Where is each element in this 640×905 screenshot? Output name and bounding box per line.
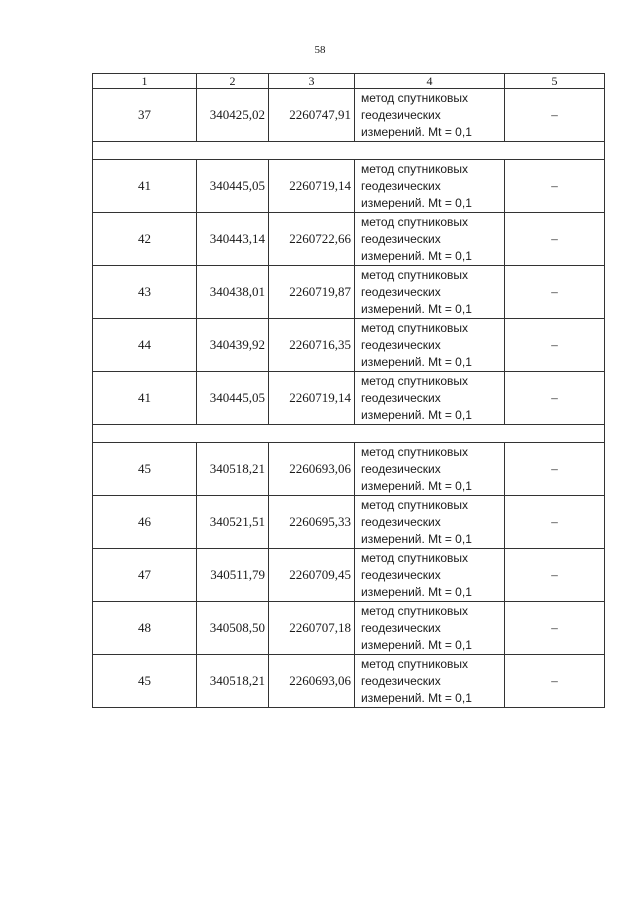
separator-row: [93, 425, 605, 443]
x-coordinate-cell: 340439,92: [197, 319, 269, 372]
header-col-4: 4: [355, 74, 505, 89]
method-text-line: метод спутниковых: [361, 161, 469, 176]
col5-cell: –: [505, 549, 605, 602]
method-cell: [355, 266, 505, 319]
col5-cell: –: [505, 372, 605, 425]
x-coordinate-cell: 340445,05: [197, 160, 269, 213]
x-coordinate-cell: 340518,21: [197, 443, 269, 496]
table-row: [93, 496, 605, 549]
col5-cell: –: [505, 443, 605, 496]
method-text-line: геодезических: [361, 620, 441, 635]
header-col-3: 3: [269, 74, 355, 89]
point-number-cell: 47: [93, 549, 197, 602]
col5-cell: –: [505, 655, 605, 708]
page-number: 58: [314, 44, 326, 56]
method-cell: [355, 213, 505, 266]
y-coordinate-cell: 2260695,33: [269, 496, 355, 549]
table-row: [93, 160, 605, 213]
method-text-line: измерений. Mt = 0,1: [361, 248, 472, 263]
method-text-line: метод спутниковых: [361, 603, 469, 618]
method-text-line: геодезических: [361, 390, 441, 405]
method-text-line: геодезических: [361, 337, 441, 352]
method-text-line: геодезических: [361, 514, 441, 529]
col5-cell: –: [505, 602, 605, 655]
method-text-line: метод спутниковых: [361, 90, 469, 105]
method-text-line: геодезических: [361, 178, 441, 193]
method-cell: [355, 496, 505, 549]
method-cell: [355, 319, 505, 372]
y-coordinate-cell: 2260719,14: [269, 160, 355, 213]
point-number-cell: 41: [93, 372, 197, 425]
y-coordinate-cell: 2260722,66: [269, 213, 355, 266]
x-coordinate-cell: 340425,02: [197, 89, 269, 142]
method-text-line: метод спутниковых: [361, 444, 469, 459]
table-row: [93, 655, 605, 708]
col5-cell: –: [505, 496, 605, 549]
method-text-line: измерений. Mt = 0,1: [361, 531, 472, 546]
point-number-cell: 44: [93, 319, 197, 372]
method-cell: [355, 160, 505, 213]
method-cell: [355, 602, 505, 655]
method-text-line: метод спутниковых: [361, 497, 469, 512]
method-text-line: измерений. Mt = 0,1: [361, 407, 472, 422]
y-coordinate-cell: 2260707,18: [269, 602, 355, 655]
method-text-line: метод спутниковых: [361, 214, 469, 229]
method-text-line: измерений. Mt = 0,1: [361, 124, 472, 139]
point-number-cell: 46: [93, 496, 197, 549]
x-coordinate-cell: 340521,51: [197, 496, 269, 549]
y-coordinate-cell: 2260709,45: [269, 549, 355, 602]
point-number-cell: 42: [93, 213, 197, 266]
col5-cell: –: [505, 213, 605, 266]
method-text-line: метод спутниковых: [361, 267, 469, 282]
method-cell: [355, 89, 505, 142]
method-cell: [355, 443, 505, 496]
header-col-2: 2: [197, 74, 269, 89]
method-text-line: метод спутниковых: [361, 373, 469, 388]
point-number-cell: 41: [93, 160, 197, 213]
x-coordinate-cell: 340508,50: [197, 602, 269, 655]
col5-cell: –: [505, 266, 605, 319]
x-coordinate-cell: 340438,01: [197, 266, 269, 319]
method-text-line: геодезических: [361, 284, 441, 299]
method-text-line: метод спутниковых: [361, 656, 469, 671]
col5-cell: –: [505, 89, 605, 142]
method-text-line: геодезических: [361, 567, 441, 582]
method-text-line: измерений. Mt = 0,1: [361, 637, 472, 652]
y-coordinate-cell: 2260693,06: [269, 443, 355, 496]
method-cell: [355, 372, 505, 425]
method-text-line: метод спутниковых: [361, 550, 469, 565]
point-number-cell: 48: [93, 602, 197, 655]
method-text-line: геодезических: [361, 107, 441, 122]
y-coordinate-cell: 2260719,14: [269, 372, 355, 425]
point-number-cell: 37: [93, 89, 197, 142]
separator-cell: [93, 142, 605, 160]
method-text-line: измерений. Mt = 0,1: [361, 584, 472, 599]
method-text-line: измерений. Mt = 0,1: [361, 301, 472, 316]
method-text-line: геодезических: [361, 673, 441, 688]
header-col-1: 1: [93, 74, 197, 89]
table-row: [93, 602, 605, 655]
table-row: [93, 549, 605, 602]
x-coordinate-cell: 340511,79: [197, 549, 269, 602]
y-coordinate-cell: 2260716,35: [269, 319, 355, 372]
table-row: [93, 319, 605, 372]
method-text-line: геодезических: [361, 231, 441, 246]
x-coordinate-cell: 340443,14: [197, 213, 269, 266]
method-cell: [355, 549, 505, 602]
table-row: [93, 372, 605, 425]
table-header-row: [93, 74, 605, 89]
coordinates-table: [92, 73, 605, 708]
y-coordinate-cell: 2260693,06: [269, 655, 355, 708]
method-text-line: измерений. Mt = 0,1: [361, 690, 472, 705]
method-text-line: метод спутниковых: [361, 320, 469, 335]
x-coordinate-cell: 340445,05: [197, 372, 269, 425]
method-text-line: измерений. Mt = 0,1: [361, 195, 472, 210]
table-row: [93, 89, 605, 142]
table-row: [93, 443, 605, 496]
y-coordinate-cell: 2260719,87: [269, 266, 355, 319]
col5-cell: –: [505, 319, 605, 372]
point-number-cell: 45: [93, 443, 197, 496]
point-number-cell: 45: [93, 655, 197, 708]
separator-row: [93, 142, 605, 160]
table-row: [93, 266, 605, 319]
header-col-5: 5: [505, 74, 605, 89]
method-text-line: геодезических: [361, 461, 441, 476]
table-row: [93, 213, 605, 266]
method-text-line: измерений. Mt = 0,1: [361, 478, 472, 493]
point-number-cell: 43: [93, 266, 197, 319]
method-text-line: измерений. Mt = 0,1: [361, 354, 472, 369]
y-coordinate-cell: 2260747,91: [269, 89, 355, 142]
method-cell: [355, 655, 505, 708]
col5-cell: –: [505, 160, 605, 213]
x-coordinate-cell: 340518,21: [197, 655, 269, 708]
separator-cell: [93, 425, 605, 443]
